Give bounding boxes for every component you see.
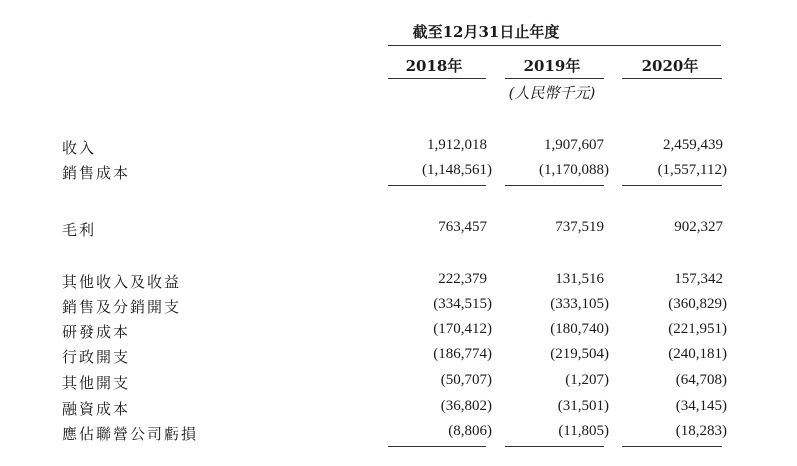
cell-finance-costs-2018: (36,802) bbox=[440, 398, 492, 414]
bottom-rule-2020 bbox=[622, 446, 722, 447]
cell-gross-profit-2020: 902,327 bbox=[674, 219, 723, 235]
row-label-cost-of-sales: 銷售成本 bbox=[62, 164, 131, 182]
row-label-finance-costs: 融資成本 bbox=[62, 400, 131, 418]
cell-cost-of-sales-2018: (1,148,561) bbox=[422, 162, 492, 178]
row-label-gross-profit: 毛利 bbox=[62, 221, 97, 239]
cell-finance-costs-2019: (31,501) bbox=[557, 398, 609, 414]
unit-label: (人民幣千元) bbox=[508, 84, 596, 102]
cell-finance-costs-2020: (34,145) bbox=[675, 398, 727, 414]
cell-associates-loss-2018: (8,806) bbox=[448, 423, 492, 439]
cell-other-expenses-2019: (1,207) bbox=[565, 372, 609, 388]
subtotal-rule-2019 bbox=[505, 185, 604, 186]
year-header-2019: 2019年 bbox=[523, 57, 581, 75]
bottom-rule-2018 bbox=[388, 446, 486, 447]
cell-cost-of-sales-2019: (1,170,088) bbox=[539, 162, 609, 178]
period-caption: 截至12月31日止年度 bbox=[412, 23, 560, 41]
cell-selling-expenses-2018: (334,515) bbox=[433, 296, 492, 312]
row-label-admin-expenses: 行政開支 bbox=[62, 348, 131, 366]
subtotal-rule-2018 bbox=[388, 185, 486, 186]
year-header-2020: 2020年 bbox=[641, 57, 699, 75]
year-header-2018: 2018年 bbox=[405, 57, 463, 75]
cell-other-expenses-2020: (64,708) bbox=[675, 372, 727, 388]
cell-cost-of-sales-2020: (1,557,112) bbox=[657, 162, 727, 178]
row-label-rnd-costs: 研發成本 bbox=[62, 323, 131, 341]
cell-revenue-2019: 1,907,607 bbox=[544, 137, 604, 153]
cell-revenue-2020: 2,459,439 bbox=[663, 137, 723, 153]
cell-selling-expenses-2019: (333,105) bbox=[550, 296, 609, 312]
cell-admin-expenses-2019: (219,504) bbox=[550, 346, 609, 362]
cell-gross-profit-2018: 763,457 bbox=[438, 219, 487, 235]
cell-associates-loss-2020: (18,283) bbox=[675, 423, 727, 439]
cell-rnd-costs-2019: (180,740) bbox=[550, 321, 609, 337]
row-label-selling-expenses: 銷售及分銷開支 bbox=[62, 298, 182, 316]
row-label-other-income: 其他收入及收益 bbox=[62, 273, 182, 291]
cell-other-income-2018: 222,379 bbox=[438, 271, 487, 287]
cell-rnd-costs-2020: (221,951) bbox=[668, 321, 727, 337]
cell-admin-expenses-2020: (240,181) bbox=[668, 346, 727, 362]
row-label-associates-loss: 應佔聯營公司虧損 bbox=[62, 425, 199, 443]
year-rule-2019 bbox=[505, 78, 604, 79]
cell-other-income-2020: 157,342 bbox=[674, 271, 723, 287]
cell-associates-loss-2019: (11,805) bbox=[558, 423, 609, 439]
year-rule-2018 bbox=[388, 78, 486, 79]
cell-gross-profit-2019: 737,519 bbox=[555, 219, 604, 235]
header-caption-rule bbox=[388, 45, 721, 46]
cell-revenue-2018: 1,912,018 bbox=[427, 137, 487, 153]
bottom-rule-2019 bbox=[505, 446, 604, 447]
row-label-revenue: 收入 bbox=[62, 139, 97, 157]
cell-other-income-2019: 131,516 bbox=[555, 271, 604, 287]
subtotal-rule-2020 bbox=[622, 185, 722, 186]
cell-admin-expenses-2018: (186,774) bbox=[433, 346, 492, 362]
cell-other-expenses-2018: (50,707) bbox=[440, 372, 492, 388]
cell-rnd-costs-2018: (170,412) bbox=[433, 321, 492, 337]
cell-selling-expenses-2020: (360,829) bbox=[668, 296, 727, 312]
year-rule-2020 bbox=[622, 78, 722, 79]
row-label-other-expenses: 其他開支 bbox=[62, 374, 131, 392]
